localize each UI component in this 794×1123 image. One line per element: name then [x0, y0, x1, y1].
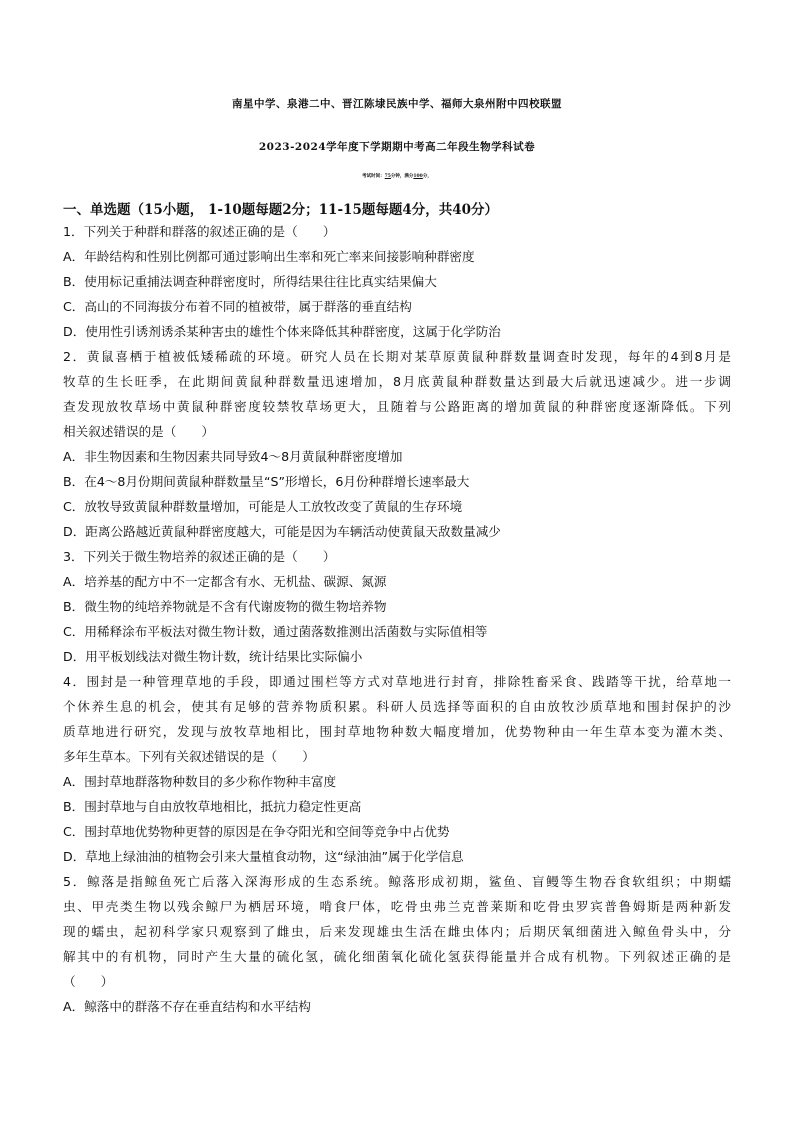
question-4-option-b: B．围封草地与自由放牧草地相比，抵抗力稳定性更高 — [63, 799, 362, 814]
question-5-option-a: A．鲸落中的群落不存在垂直结构和水平结构 — [63, 999, 311, 1014]
question-2-option-c: C．放牧导致黄鼠种群数量增加，可能是人工放牧改变了黄鼠的生存环境 — [63, 499, 463, 514]
question-1-stem: 1．下列关于种群和群落的叙述正确的是（ ） — [63, 224, 336, 239]
school-alliance-title: 南星中学、泉港二中、晋江陈埭民族中学、福师大泉州附中四校联盟 — [232, 98, 562, 110]
question-4-option-c: C．围封草地优势物种更替的原因是在争夺阳光和空间等竞争中占优势 — [63, 824, 450, 839]
question-3-option-d: D．用平板划线法对微生物计数，统计结果比实际偏小 — [63, 649, 363, 664]
question-3-option-c: C．用稀释涂布平板法对微生物计数，通过菌落数推测出活菌数与实际值相等 — [63, 624, 488, 639]
question-1-option-b: B．使用标记重捕法调查种群密度时，所得结果往往比真实结果偏大 — [63, 274, 437, 289]
question-1-option-d: D．使用性引诱剂诱杀某种害虫的雄性个体来降低其种群密度，这属于化学防治 — [63, 324, 501, 339]
question-4-stem-line: 质草地进行研究，发现与放牧草地相比，围封草地物种数大幅度增加，优势物种由一年生草本变为灌木类、 — [63, 724, 731, 739]
question-3-stem: 3．下列关于微生物培养的叙述正确的是（ ） — [63, 549, 336, 564]
exam-info-mid: 分钟，满分 — [390, 174, 414, 179]
question-4-stem-line: 多年生草本。下列有关叙述错误的是（ ） — [63, 749, 315, 764]
question-4-option-a: A．围封草地群落物种数目的多少称作物种丰富度 — [63, 774, 337, 789]
section-heading: 一、单选题（15小题， 1-10题每题2分；11-15题每题4分，共40分） — [63, 202, 499, 218]
question-2-option-a: A．非生物因素和生物因素共同导致4～8月黄鼠种群密度增加 — [63, 449, 403, 464]
question-3-option-a: A．培养基的配方中不一定都含有水、无机盐、碳源、氮源 — [63, 574, 387, 589]
question-1-option-c: C．高山的不同海拔分布着不同的植被带，属于群落的垂直结构 — [63, 299, 412, 314]
question-2-stem-line: 2．黄鼠喜栖于植被低矮稀疏的环境。研究人员在长期对某草原黄鼠种群数量调查时发现，每年的4到8月是 — [63, 349, 731, 364]
exam-title: 2023-2024学年度下学期期中考高二年段生物学科试卷 — [258, 141, 536, 153]
question-4-option-d: D．草地上绿油油的植物会引来大量植食动物，这“绿油油”属于化学信息 — [63, 849, 464, 864]
exam-info-prefix: 考试时间： — [362, 174, 385, 179]
question-5-stem-line: 虫、甲壳类生物以残余鲸尸为栖居环境，啃食尸体，吃骨虫弗兰克普莱斯和吃骨虫罗宾普鲁姆斯是两种新发 — [63, 899, 731, 914]
question-5-stem-line: （ ） — [63, 974, 114, 989]
question-3-option-b: B．微生物的纯培养物就是不含有代谢废物的微生物培养物 — [63, 599, 387, 614]
exam-time-value: 75 — [384, 174, 391, 179]
question-5-stem-line: 解其中的有机物，同时产生大量的硫化氢，硫化细菌氧化硫化氢获得能量并合成有机物。下列叙述正确的是 — [63, 949, 731, 964]
exam-score-value: 100 — [413, 174, 423, 179]
question-2-stem-line: 牧草的生长旺季，在此期间黄鼠种群数量迅速增加，8月底黄鼠种群数量达到最大后就迅速减少。进一步调 — [63, 374, 731, 389]
question-2-stem-line: 相关叙述错误的是（ ） — [63, 424, 215, 439]
question-2-option-d: D．距离公路越近黄鼠种群密度越大，可能是因为车辆活动使黄鼠天敌数量减少 — [63, 524, 501, 539]
exam-info-suffix: 分， — [422, 174, 432, 179]
question-2-stem-line: 查发现放牧草场中黄鼠种群密度较禁牧草场更大，且随着与公路距离的增加黄鼠的种群密度逐渐降低。下列 — [63, 399, 731, 414]
question-4-stem-line: 个休养生息的机会，使其有足够的营养物质积累。科研人员选择等面积的自由放牧沙质草地和围封保护的沙 — [63, 699, 731, 714]
question-5-stem-line: 5．鲸落是指鲸鱼死亡后落入深海形成的生态系统。鲸落形成初期，鲨鱼、盲鳗等生物吞食软组织；中期蠕 — [63, 874, 731, 889]
question-4-stem-line: 4．围封是一种管理草地的手段，即通过围栏等方式对草地进行封育，排除牲畜采食、践踏等干扰，给草地一 — [63, 674, 731, 689]
question-1-option-a: A．年龄结构和性别比例都可通过影响出生率和死亡率来间接影响种群密度 — [63, 249, 475, 264]
exam-info — [0, 173, 794, 179]
question-2-option-b: B．在4～8月份期间黄鼠种群数量呈“S”形增长，6月份种群增长速率最大 — [63, 474, 470, 489]
question-5-stem-line: 现的蠕虫，起初科学家只观察到了雌虫，后来发现雄虫生活在雌虫体内；后期厌氧细菌进入鲸鱼骨头中，分 — [63, 924, 731, 939]
